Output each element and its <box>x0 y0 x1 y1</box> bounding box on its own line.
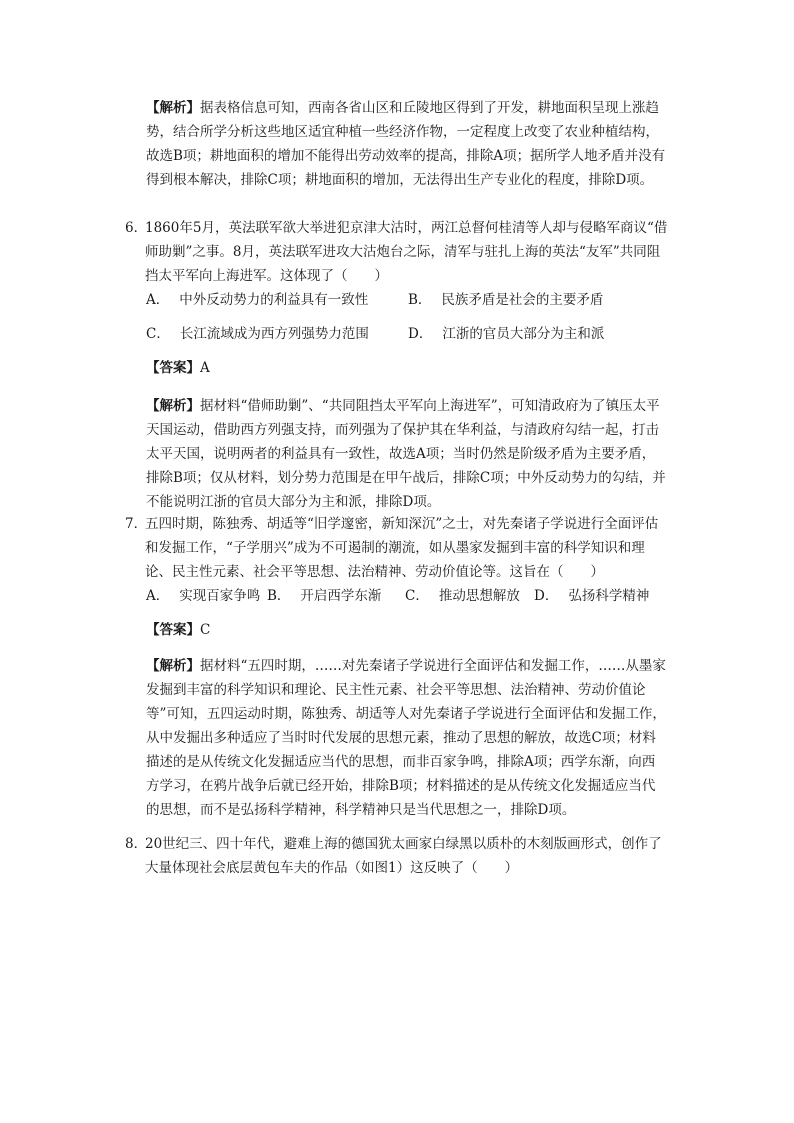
question-stem: 五四时期，陈独秀、胡适等“旧学邃密，新知深沉”之士，对先秦诸子学说进行全面评估和发掘工作，“子学朋兴”成为不可遏制的潮流，如从墨家发掘到丰富的科学知识和理论、民主性元素、社会平等思想、法治精神、劳动价值论等。这旨在（ ） <box>145 516 659 580</box>
q7-answer <box>146 620 210 640</box>
analysis-text: 据材料“借师助剿”、“共同阻挡太平军向上海进军”，可知清政府为了镇压太平天国运动，借助西方列强支持，而列强为了保护其在华利益，与清政府勾结一起，打击太平天国，说明两者的利益具有一致性，故选A项；当时仍然是阶级矛盾为主要矛盾，排除B项；仅从材料，划分势力范围是在甲午战后，排除C项；中外反动势力的勾结，并不能说明江浙的官员大部分为主和派，排除D项。 <box>146 398 666 510</box>
q7-option-a: A． 实现百家争鸣 <box>146 588 261 604</box>
question-number: 8． <box>125 836 148 852</box>
q5-analysis <box>146 96 666 192</box>
q7-option-d: D． 弘扬科学精神 <box>534 588 650 604</box>
q6-option-b: B． 民族矛盾是社会的主要矛盾 <box>408 292 604 308</box>
analysis-label: 【解析】 <box>146 658 200 674</box>
q6-answer <box>146 358 210 378</box>
question-7 <box>125 512 670 584</box>
answer-value: A <box>200 360 210 376</box>
q6-option-a: A． 中外反动势力的利益具有一致性 <box>146 292 369 308</box>
answer-label: 【答案】 <box>146 360 200 376</box>
analysis-text: 据材料“五四时期，……对先秦诸子学说进行全面评估和发掘工作，……从墨家发掘到丰富的科学知识和理论、民主性元素、社会平等思想、法治精神、劳动价值论等”可知，五四运动时期，陈独秀、胡适等人对先秦诸子学说进行全面评估和发掘工作，从中发掘出多种适应了当时时代发展的思想元素，推动了思想的解放，故选C项；材料描述的是从传统文化发掘适应当代的思想，而非百家争鸣，排除A项；西学东渐，向西方学习，在鸦片战争后就已经开始，排除B项；材料描述的是从传统文化发掘适应当代的思想，而不是弘扬科学精神，科学精神只是当代思想之一，排除D项。 <box>146 658 666 818</box>
question-number: 6． <box>125 220 148 236</box>
q7-option-b: B． 开启西学东渐 <box>267 588 382 604</box>
q7-option-c: C． 推动思想解放 <box>405 588 520 604</box>
answer-value: C <box>200 622 211 638</box>
analysis-text: 据表格信息可知，西南各省山区和丘陵地区得到了开发，耕地面积呈现上涨趋势，结合所学分析这些地区适宜种植一些经济作物，一定程度上改变了农业种植结构，故选B项；耕地面积的增加不能得出劳动效率的提高，排除A项；据所学人地矛盾并没有得到根本解决，排除C项；耕地面积的增加，无法得出生产专业化的程度，排除D项。 <box>146 100 666 188</box>
question-stem: 20世纪三、四十年代，避难上海的德国犹太画家白绿黑以质朴的木刻版画形式，创作了大量体现社会底层黄包车夫的作品（如图1）这反映了（ ） <box>145 836 662 876</box>
q7-analysis <box>146 654 666 822</box>
answer-label: 【答案】 <box>146 622 200 638</box>
analysis-label: 【解析】 <box>146 100 200 116</box>
question-stem: 1860年5月，英法联军欲大举进犯京津大沽时，两江总督何桂清等人却与侵略军商议“借师助剿”之事。8月，英法联军进攻大沽炮台之际，清军与驻扎上海的英法“友军”共同阻挡太平军向上海进军。这体现了（ ） <box>145 220 668 284</box>
question-6 <box>125 216 670 288</box>
question-8 <box>125 832 670 880</box>
question-number: 7． <box>125 516 148 532</box>
q6-option-c: C． 长江流域成为西方列强势力范围 <box>146 326 369 342</box>
analysis-label: 【解析】 <box>146 398 200 414</box>
q6-analysis <box>146 394 666 514</box>
q6-option-d: D． 江浙的官员大部分为主和派 <box>408 326 605 342</box>
